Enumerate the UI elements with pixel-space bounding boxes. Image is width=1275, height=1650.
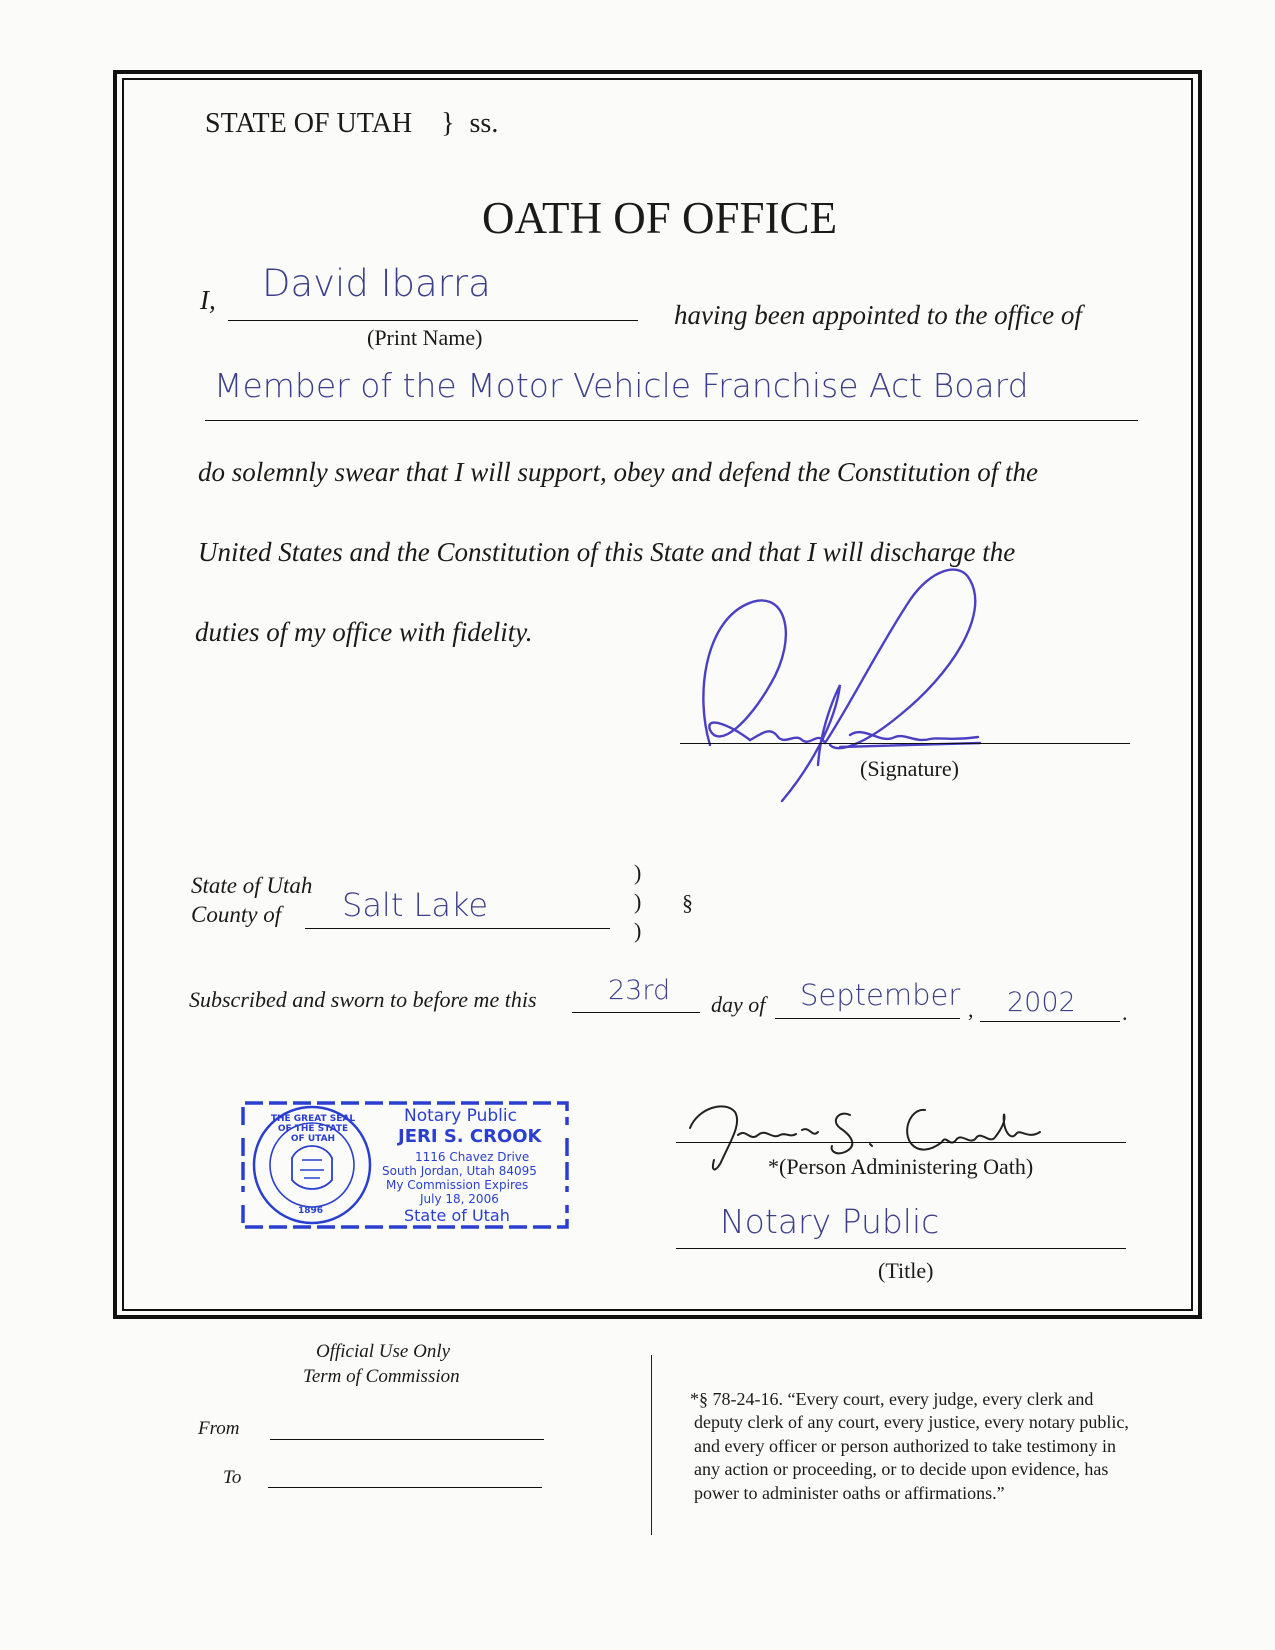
- oath-line-2: United States and the Constitution of this State and that I will discharge the: [198, 537, 1016, 567]
- subscribed-period: .: [1122, 1000, 1128, 1025]
- notary-stamp: [240, 1100, 570, 1230]
- to-line: [268, 1487, 542, 1488]
- venue-county-label: County of: [191, 902, 282, 927]
- venue-county-value: Salt Lake: [342, 886, 489, 924]
- from-line: [270, 1439, 544, 1440]
- page-title: OATH OF OFFICE: [482, 193, 838, 243]
- venue-section-symbol: §: [682, 890, 693, 915]
- title-line: [676, 1248, 1126, 1249]
- year-line: [980, 1021, 1120, 1022]
- footnote-line-5: power to administer oaths or affirmations.”: [694, 1483, 1005, 1503]
- stamp-state: State of Utah: [404, 1206, 510, 1225]
- oath-line-1: do solemnly swear that I will support, obey and defend the Constitution of the: [198, 457, 1038, 487]
- venue-paren-3: ): [634, 918, 642, 943]
- stamp-address-1: 1116 Chavez Drive: [415, 1150, 530, 1164]
- print-name-value: David Ibarra: [262, 262, 491, 305]
- state-heading: [205, 108, 498, 140]
- oath-line-3: duties of my office with fidelity.: [195, 617, 533, 647]
- stamp-commission: My Commission Expires: [386, 1178, 529, 1192]
- official-use-line-1: Official Use Only: [316, 1341, 451, 1362]
- official-signature: [690, 565, 1010, 805]
- state-heading-brace: }: [441, 108, 455, 139]
- stamp-title: Notary Public: [404, 1106, 517, 1126]
- month-line: [775, 1018, 960, 1019]
- footnote-line-3: and every officer or person authorized to take testimony in: [694, 1436, 1117, 1456]
- print-name-label: (Print Name): [367, 325, 483, 350]
- footer-divider: [651, 1355, 652, 1535]
- state-heading-ss: ss.: [469, 108, 499, 139]
- print-name-line: [228, 320, 638, 321]
- signature-line: [680, 743, 1130, 744]
- footnote-line-2: deputy clerk of any court, every justice, every notary public,: [694, 1412, 1129, 1432]
- footnote-line-1: *§ 78-24-16. “Every court, every judge, every clerk and: [690, 1389, 1094, 1409]
- stamp-name: JERI S. CROOK: [398, 1126, 542, 1147]
- from-label: From: [198, 1418, 240, 1439]
- state-heading-text: STATE OF UTAH: [205, 108, 413, 139]
- seal-ring-text: THE GREAT SEAL OF THE STATE OF UTAH: [270, 1114, 356, 1144]
- office-value: Member of the Motor Vehicle Franchise Act Board: [214, 366, 1029, 405]
- to-label: To: [223, 1467, 242, 1488]
- subscribed-comma: ,: [968, 997, 974, 1022]
- administrator-label: *(Person Administering Oath): [768, 1154, 1034, 1179]
- day-of-text: day of: [711, 992, 766, 1017]
- subscribed-day: 23rd: [608, 975, 671, 1006]
- venue-paren-2: ): [634, 889, 642, 914]
- footnote-line-4: any action or proceeding, or to decide upon evidence, has: [694, 1459, 1109, 1479]
- stamp-expires: July 18, 2006: [420, 1192, 499, 1206]
- stamp-address-2: South Jordan, Utah 84095: [382, 1164, 537, 1178]
- venue-state-label: State of Utah: [191, 873, 313, 898]
- day-line: [572, 1012, 700, 1013]
- subscribed-month: September: [800, 978, 961, 1012]
- venue-paren-1: ): [634, 860, 642, 885]
- appointed-text: having been appointed to the office of: [674, 300, 1082, 330]
- county-line: [305, 928, 610, 929]
- title-label: (Title): [878, 1258, 934, 1283]
- subscribed-year: 2002: [1007, 987, 1076, 1018]
- i-label: I,: [200, 285, 216, 315]
- seal-year: 1896: [298, 1206, 324, 1216]
- administrator-title-value: Notary Public: [720, 1202, 940, 1241]
- subscribed-text: Subscribed and sworn to before me this: [189, 987, 537, 1012]
- signature-label: (Signature): [860, 756, 959, 781]
- administrator-line: [676, 1142, 1126, 1143]
- official-use-line-2: Term of Commission: [303, 1366, 460, 1387]
- office-line: [205, 420, 1138, 421]
